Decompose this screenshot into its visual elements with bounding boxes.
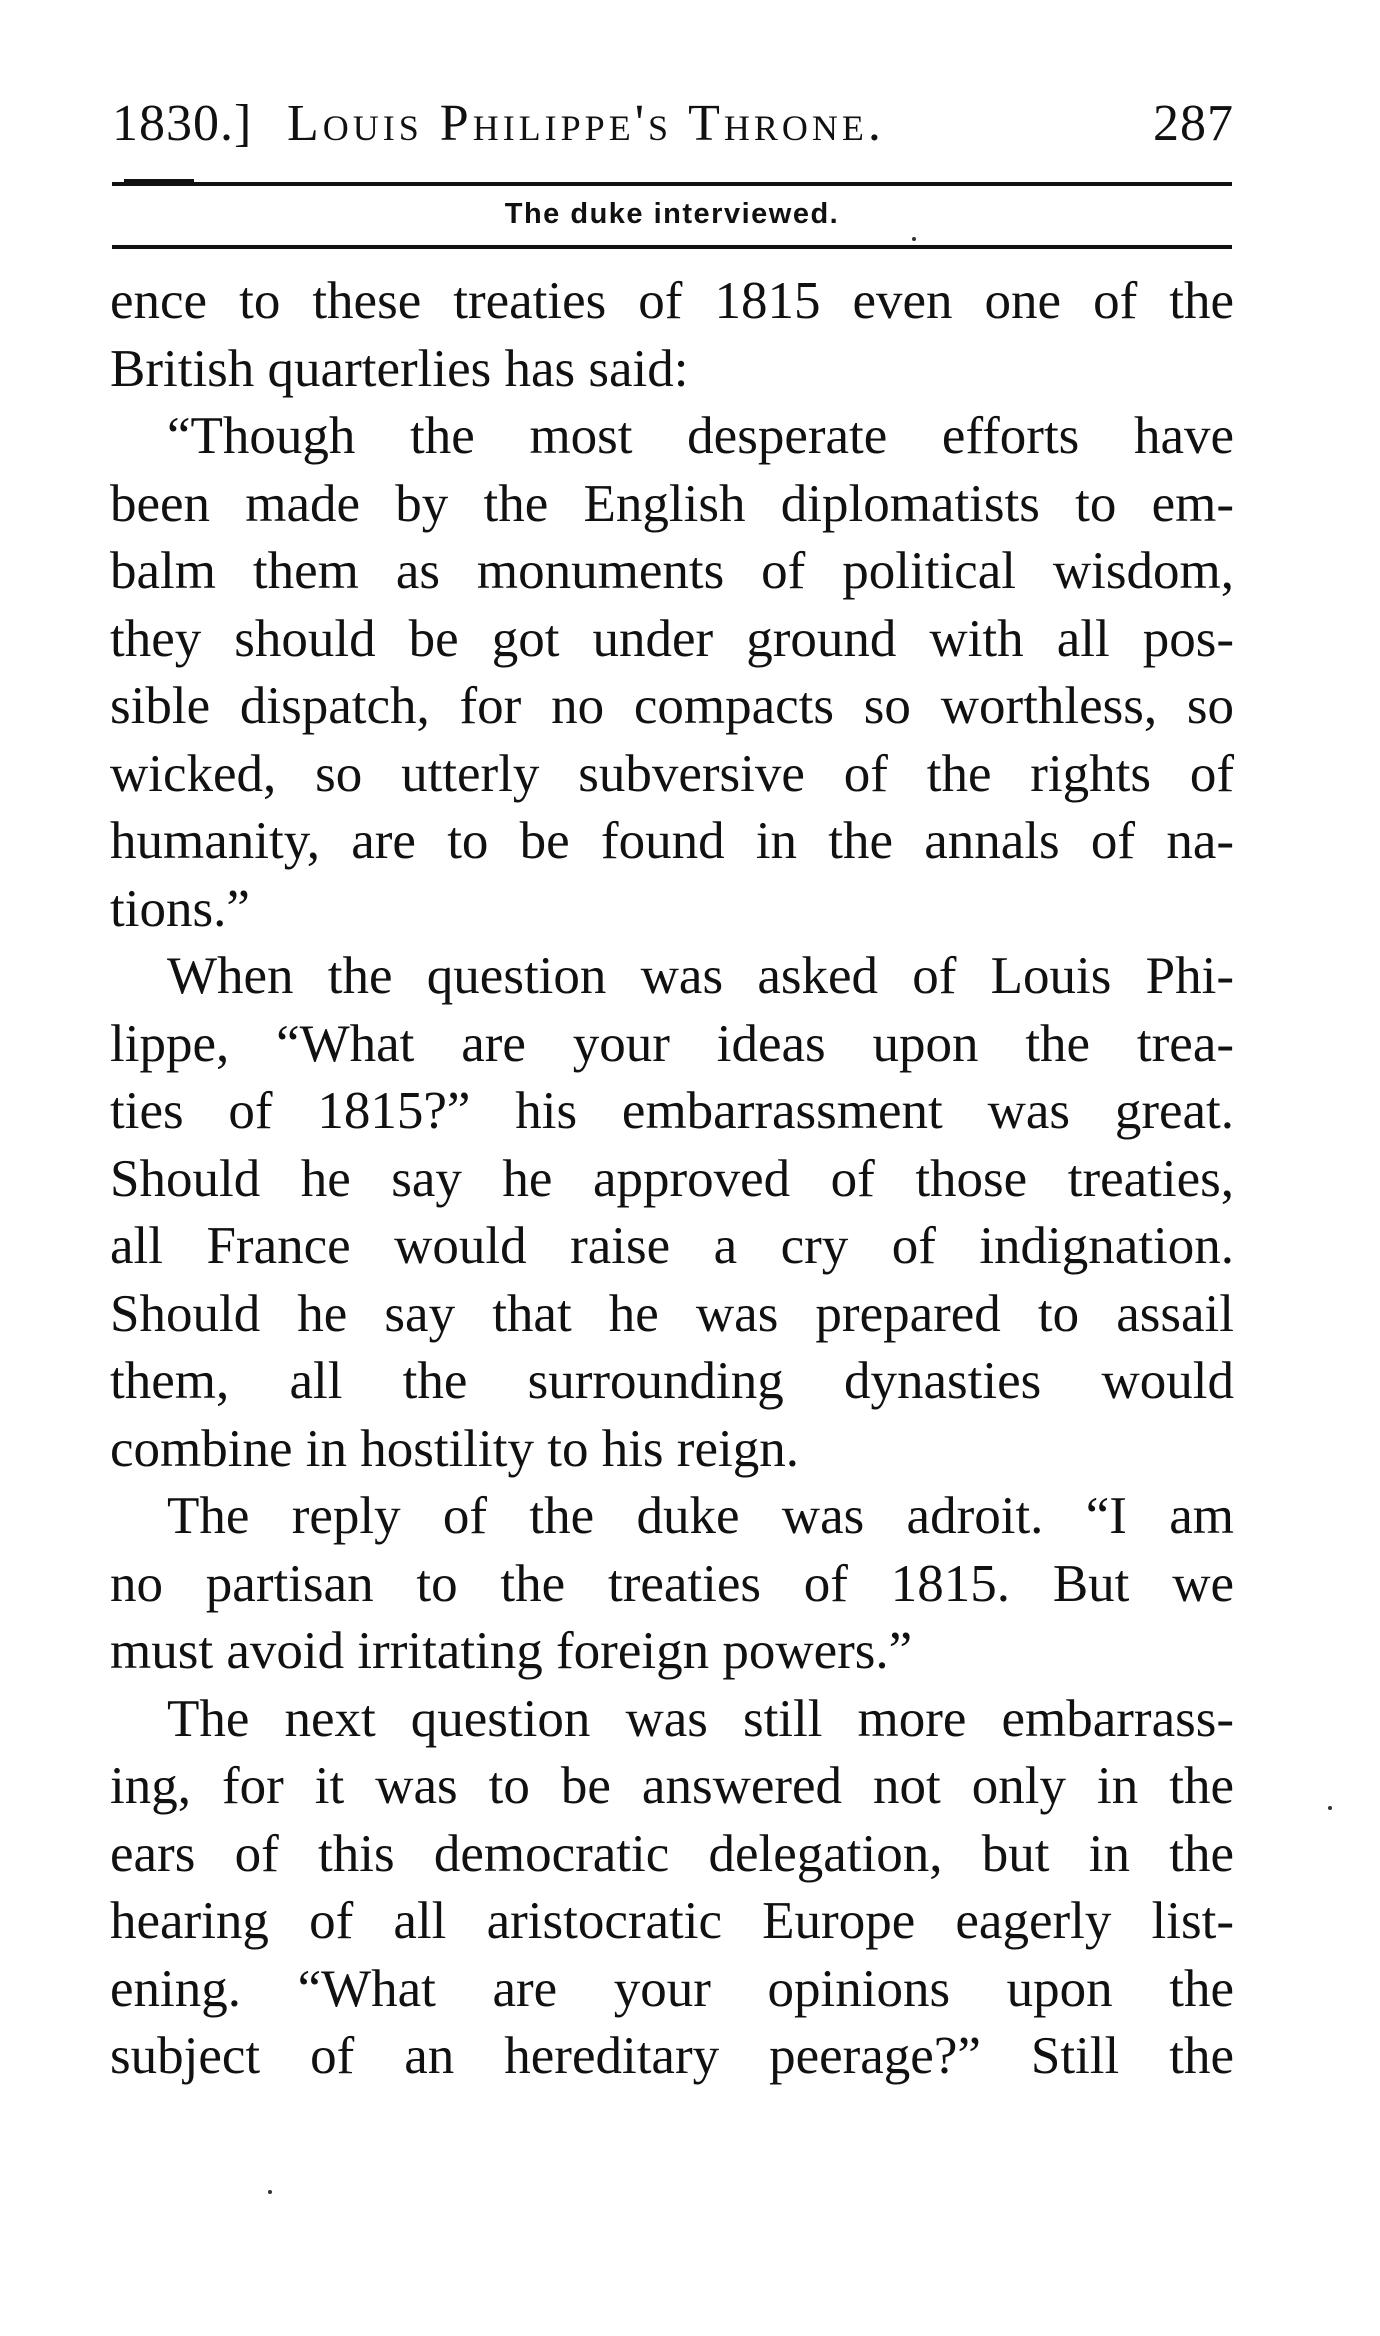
text-line: ening. “What are your opinions upon the	[110, 1959, 1234, 2018]
text-line: British quarterlies has said:	[110, 339, 689, 398]
text-line: lippe, “What are your ideas upon the trea-	[110, 1014, 1234, 1073]
section-subheading: The duke interviewed.	[504, 198, 840, 230]
running-header	[112, 88, 1234, 160]
text-line: The next question was still more embarrass-	[167, 1689, 1234, 1748]
text-line: all France would raise a cry of indignation.	[110, 1217, 1234, 1275]
text-line: humanity, are to be found in the annals of na-	[110, 812, 1234, 870]
header-title: Louis Philippe's Throne.	[287, 95, 885, 152]
text-line: hearing of all aristocratic Europe eagerly list-	[110, 1892, 1234, 1950]
text-line: Should he say that he was prepared to assail	[110, 1284, 1234, 1343]
text-line: wicked, so utterly subversive of the rights of	[110, 744, 1234, 803]
text-line: tions.”	[110, 879, 250, 938]
body-text	[110, 268, 1234, 2091]
text-line: combine in hostility to his reign.	[110, 1419, 799, 1478]
text-line: them, all the surrounding dynasties would	[110, 1352, 1234, 1410]
header-rule-accent	[124, 179, 194, 183]
text-line: must avoid irritating foreign powers.”	[110, 1622, 913, 1680]
ink-speck	[268, 2190, 272, 2194]
text-line: When the question was asked of Louis Phi-	[167, 947, 1234, 1005]
text-line: subject of an hereditary peerage?” Still the	[110, 2027, 1234, 2085]
header-rule-bottom	[112, 245, 1232, 249]
text-line: The reply of the duke was adroit. “I am	[167, 1487, 1234, 1545]
text-line: sible dispatch, for no compacts so worthless, so	[110, 677, 1234, 735]
text-line: balm them as monuments of political wisdom,	[110, 542, 1234, 600]
text-line: ears of this democratic delegation, but in the	[110, 1824, 1234, 1883]
text-line: ing, for it was to be answered not only in the	[110, 1757, 1234, 1815]
text-line: they should be got under ground with all pos-	[110, 609, 1234, 668]
text-line: Should he say he approved of those treaties,	[110, 1149, 1234, 1208]
text-line: no partisan to the treaties of 1815. But we	[110, 1554, 1234, 1613]
header-rule-top	[112, 182, 1232, 186]
text-line: ence to these treaties of 1815 even one of the	[110, 272, 1234, 330]
text-line: been made by the English diplomatists to em-	[110, 474, 1234, 533]
text-line: “Though the most desperate efforts have	[167, 407, 1234, 465]
ink-speck	[912, 237, 916, 241]
text-line: ties of 1815?” his embarrassment was great.	[110, 1082, 1234, 1140]
ink-speck	[1328, 1806, 1332, 1810]
page-number: 287	[1153, 95, 1234, 152]
header-year: 1830.]	[112, 95, 253, 152]
